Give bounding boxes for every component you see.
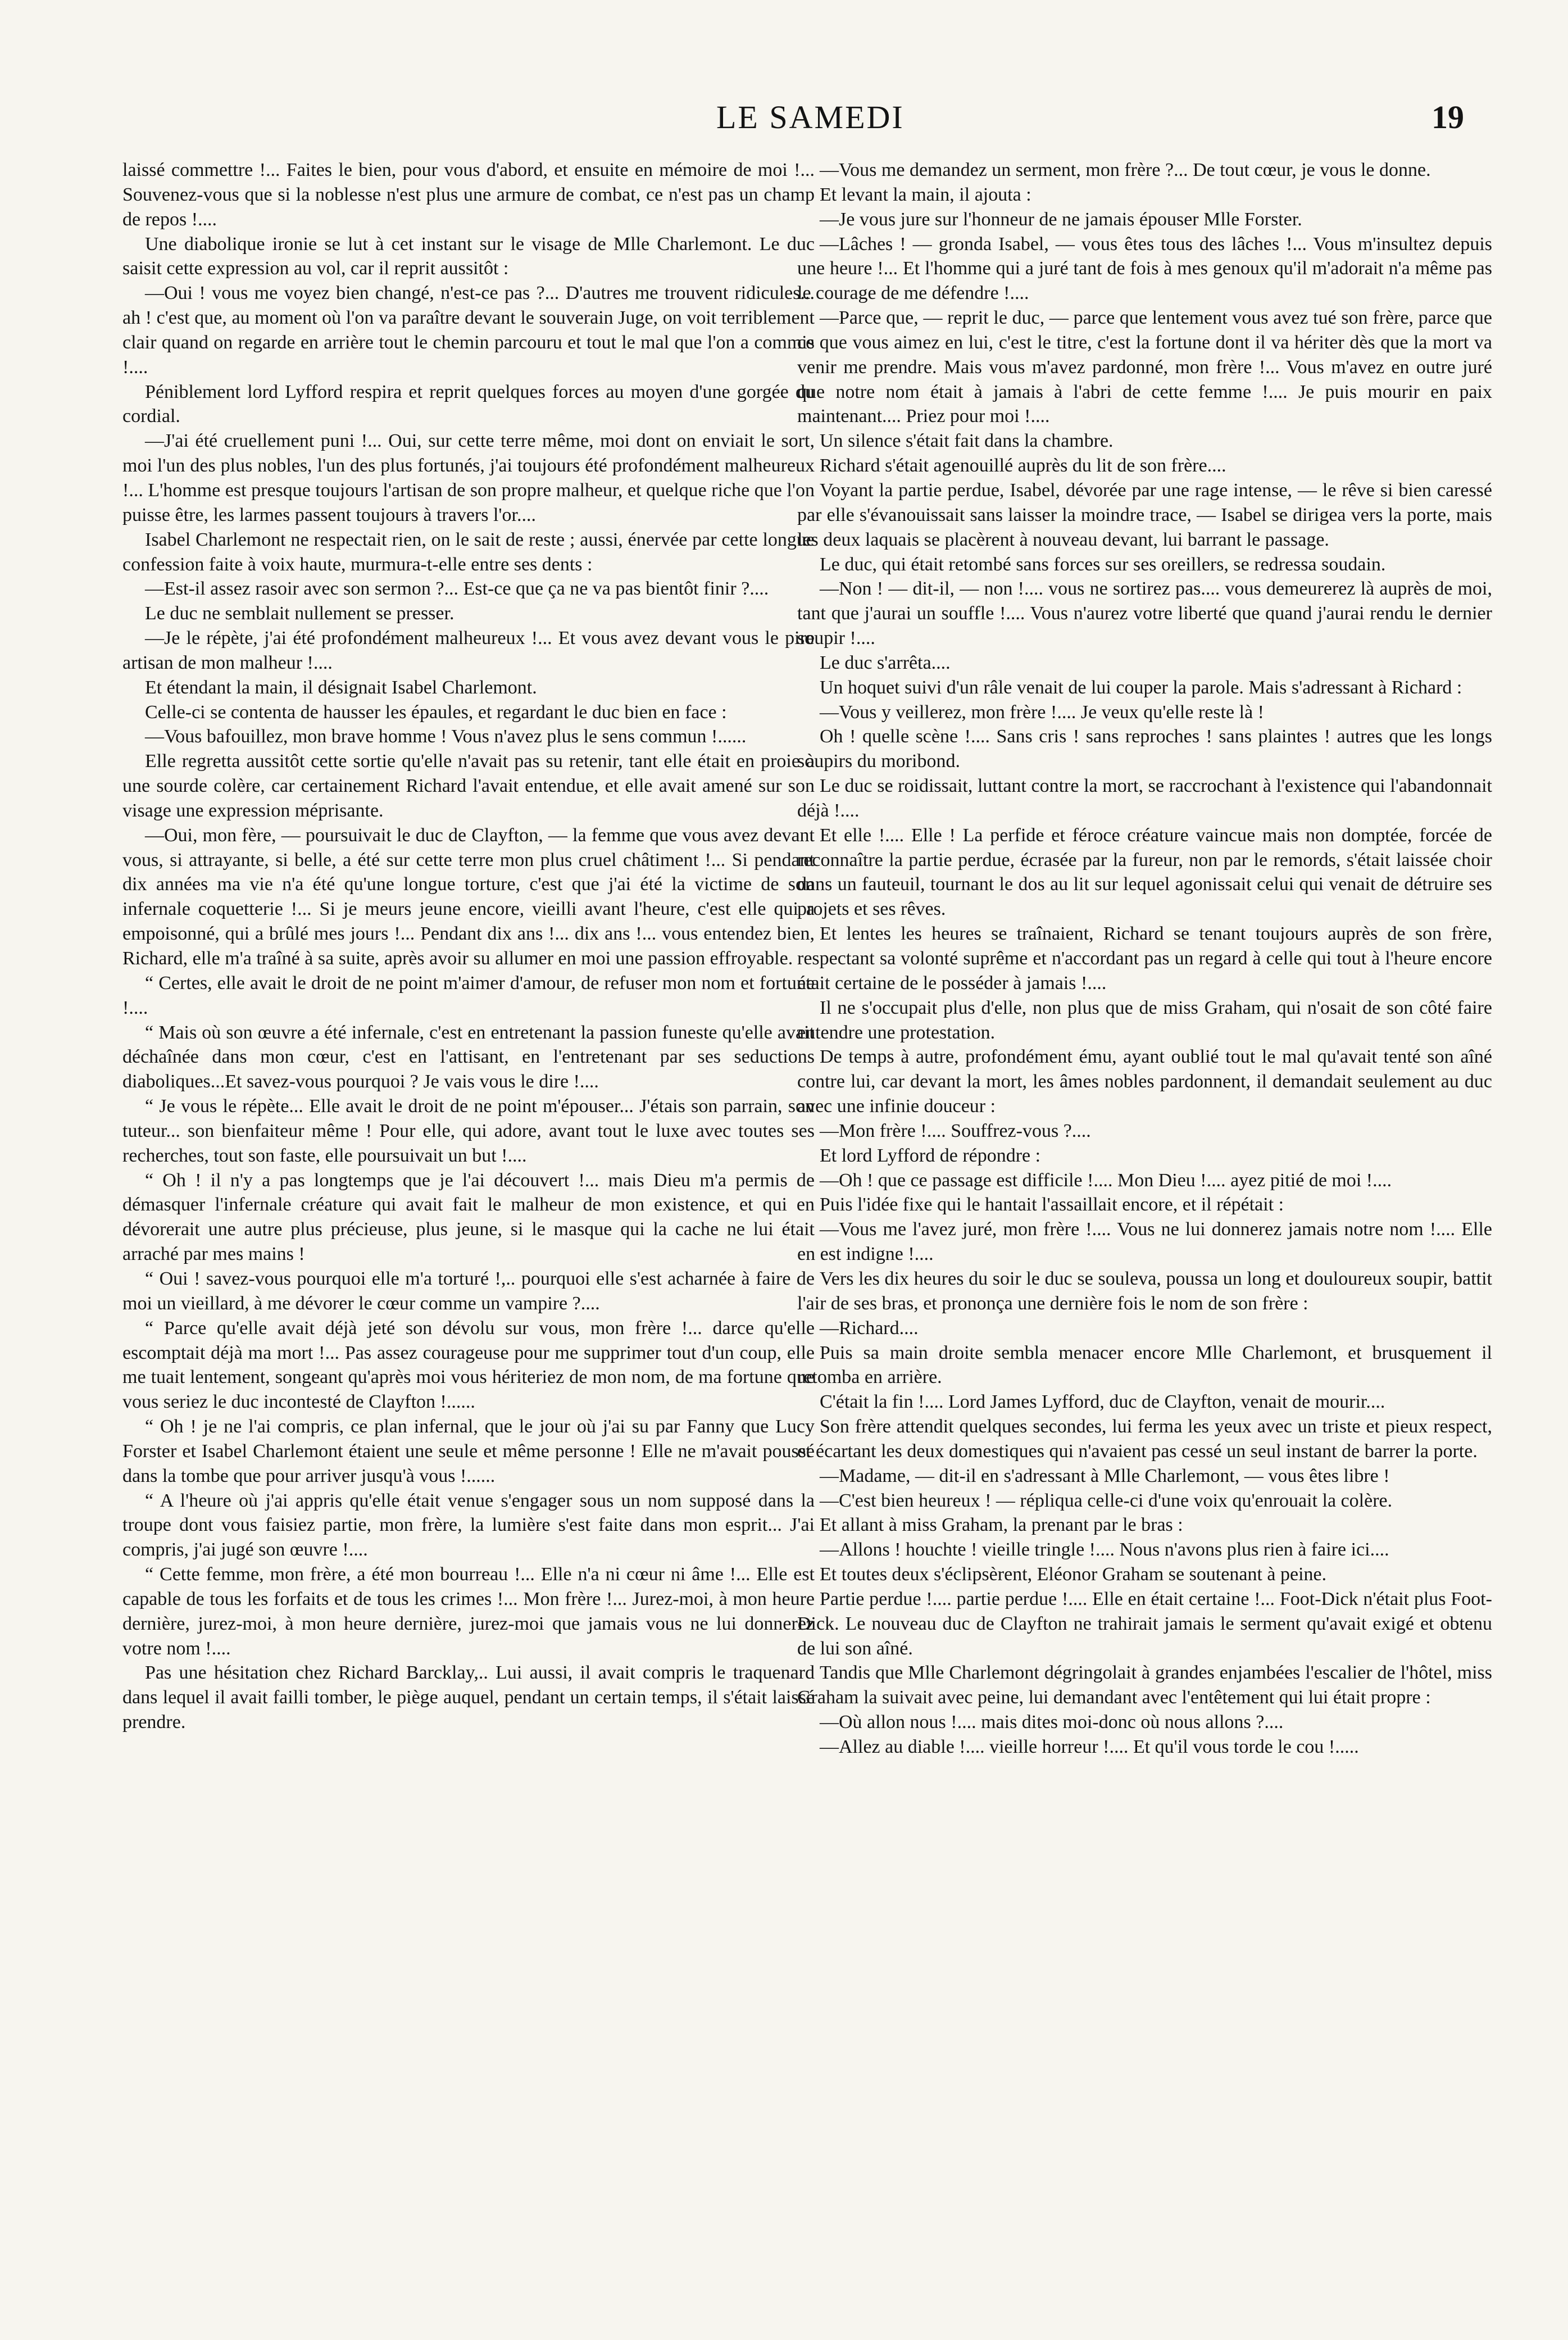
paragraph: —Est-il assez rasoir avec son sermon ?... Est-ce que ça ne va pas bientôt finir ?.... — [145, 578, 769, 600]
paragraph: Il ne s'occupait plus d'elle, non plus que de miss Graham, qui n'osait de son côté faire entendre une protestation. — [797, 997, 1492, 1043]
paragraph: Oh ! quelle scène !.... Sans cris ! sans reproches ! sans plaintes ! autres que les longs soupirs du moribond. — [797, 726, 1492, 772]
paragraph: —Madame, — dit-il en s'adressant à Mlle Charlemont, — vous êtes libre ! — [820, 1465, 1390, 1486]
paragraph: Et lentes les heures se traînaient, Richard se tenant toujours auprès de son frère, respectant sa volonté suprême et n'accordant pas un regard à celle qui tout à l'heure encore était certaine de le posséder à jamais !.... — [797, 923, 1492, 994]
paragraph: Le duc ne semblait nullement se presser. — [145, 603, 455, 624]
paragraph: Puis l'idée fixe qui le hantait l'assaillait encore, et il répétait : — [820, 1194, 1284, 1216]
paragraph: Un hoquet suivi d'un râle venait de lui couper la parole. Mais s'adressant à Richard : — [820, 677, 1462, 698]
paragraph: Et lord Lyfford de répondre : — [820, 1145, 1041, 1166]
paragraph: —Je vous jure sur l'honneur de ne jamais épouser Mlle Forster. — [820, 208, 1302, 230]
paragraph: —C'est bien heureux ! — répliqua celle-ci d'une voix qu'enrouait la colère. — [820, 1490, 1393, 1511]
paragraph: —Oui, mon fère, — poursuivait le duc de Clayfton, — la femme que vous avez devant vous, si attrayante, si belle, a été sur cette terre mon plus cruel châtiment !... Si pendant dix années ma vie n'a été qu'une longue torture, c'est que j'ai été la victime de son infernale coquetterie !... Si je meurs jeune encore, vieilli avant l'heure, c'est elle qui a empoisonné, qui a brûlé mes jours !... Pendant dix ans !... dix ans !... vous entendez bien, Richard, elle m'a traîné à sa suite, après avoir su allumer en moi une passion effroyable. — [122, 824, 815, 969]
paragraph: —J'ai été cruellement puni !... Oui, sur cette terre même, moi dont on enviait le sort, moi l'un des plus nobles, l'un des plus fortunés, j'ai toujours été profondément malheureux !... L'homme est presque toujours l'artisan de son propre malheur, et quelque riche que l'on puisse être, les larmes passent toujours à travers l'or.... — [122, 430, 815, 525]
paragraph: Tandis que Mlle Charlemont dégringolait à grandes enjambées l'escalier de l'hôtel, miss Graham la suivait avec peine, lui demandant avec l'entêtement qui lui était propre : — [797, 1662, 1492, 1708]
paragraph: —Où allon nous !.... mais dites moi-donc où nous allons ?.... — [820, 1712, 1284, 1733]
paragraph: —Vous bafouillez, mon brave homme ! Vous n'avez plus le sens commun !...... — [145, 726, 747, 747]
paragraph: —Je le répète, j'ai été profondément malheureux !... Et vous avez devant vous le pire artisan de mon malheur !.... — [122, 628, 815, 673]
paragraph: C'était la fin !.... Lord James Lyfford, duc de Clayfton, venait de mourir.... — [820, 1391, 1385, 1413]
paragraph: —Parce que, — reprit le duc, — parce que lentement vous avez tué son frère, parce que ce que vous aimez en lui, c'est le titre, c'est la fortune dont il va hériter dès que la mort va venir me prendre. Mais vous m'avez pardonné, mon frère !... Vous m'avez en outre juré que notre nom était à jamais à l'abri de cette femme !.... Je puis mourir en paix maintenant.... Priez pour moi !.... — [797, 307, 1492, 427]
paragraph: Vers les dix heures du soir le duc se souleva, poussa un long et douloureux soupir, battit l'air de ses bras, et prononça une dernière fois le nom de son frère : — [797, 1268, 1492, 1314]
paragraph: “ Certes, elle avait le droit de ne point m'aimer d'amour, de refuser mon nom et fortune !.... — [122, 972, 815, 1018]
paragraph: “ A l'heure où j'ai appris qu'elle était venue s'engager sous un nom supposé dans la troupe dont vous faisiez partie, mon frère, la lumière s'est faite dans mon esprit... J'ai compris, j'ai jugé son œuvre !.... — [122, 1490, 815, 1561]
page-header — [0, 98, 1568, 143]
paragraph: “ Cette femme, mon frère, a été mon bourreau !... Elle n'a ni cœur ni âme !... Elle est capable de tous les forfaits et de tous les crimes !... Mon frère !... Jurez-moi, à mon heure dernière, jurez-moi, à mon heure dernière, jurez-moi que jamais vous ne lui donnerez votre nom !.... — [122, 1564, 815, 1659]
paragraph: —Lâches ! — gronda Isabel, — vous êtes tous des lâches !... Vous m'insultez depuis une heure !... Et l'homme qui a juré tant de fois à mes genoux qu'il m'adorait n'a même pas le courage de me défendre !.... — [797, 233, 1492, 304]
paragraph: Son frère attendit quelques secondes, lui ferma les yeux avec un triste et pieux respect, et écartant les deux domestiques qui n'avaient pas cessé un seul instant de barrer la porte. — [797, 1416, 1492, 1462]
paragraph: —Allons ! houchte ! vieille tringle !.... Nous n'avons plus rien à faire ici.... — [820, 1539, 1389, 1561]
paragraph: Et étendant la main, il désignait Isabel Charlemont. — [145, 677, 537, 698]
paragraph: Et allant à miss Graham, la prenant par le bras : — [820, 1514, 1183, 1536]
paragraph: —Vous me l'avez juré, mon frère !.... Vous ne lui donnerez jamais notre nom !.... Elle en est indigne !.... — [797, 1219, 1492, 1265]
paragraph: De temps à autre, profondément ému, ayant oublié tout le mal qu'avait tenté son aîné contre lui, car devant la mort, les âmes nobles pardonnent, il demandait seulement au duc avec une infinie douceur : — [797, 1046, 1492, 1117]
paragraph: Le duc, qui était retombé sans forces sur ses oreillers, se redressa soudain. — [820, 554, 1386, 575]
text-column-left — [122, 158, 815, 1735]
paragraph: Péniblement lord Lyfford respira et reprit quelques forces au moyen d'une gorgée du cordial. — [122, 381, 815, 427]
paragraph: —Oui ! vous me voyez bien changé, n'est-ce pas ?... D'autres me trouvent ridicules... ah ! c'est que, au moment où l'on va paraître devant le souverain Juge, on voit terriblement clair quand on regarde en arrière tout le chemin parcouru et tout le mal que l'on a commis !.... — [122, 283, 815, 378]
paragraph: Celle-ci se contenta de hausser les épaules, et regardant le duc bien en face : — [145, 701, 727, 723]
paragraph: —Oh ! que ce passage est difficile !.... Mon Dieu !.... ayez pitié de moi !.... — [820, 1169, 1392, 1191]
paragraph: —Vous y veillerez, mon frère !.... Je veux qu'elle reste là ! — [820, 701, 1264, 723]
paragraph: “ Je vous le répète... Elle avait le droit de ne point m'épouser... J'étais son parrain, son tuteur... son bienfaiteur même ! Pour elle, qui adore, avant tout le luxe avec toutes ses recherches, tout son faste, elle poursuivait un but !.... — [122, 1096, 815, 1166]
paragraph: Pas une hésitation chez Richard Barcklay,.. Lui aussi, il avait compris le traquenard dans lequel il avait failli tomber, le piège auquel, pendant un certain temps, il s'était laissé prendre. — [122, 1662, 815, 1733]
paragraph: Un silence s'était fait dans la chambre. — [820, 430, 1113, 452]
paragraph: Isabel Charlemont ne respectait rien, on le sait de reste ; aussi, énervée par cette longue confession faite à voix haute, murmura-t-elle entre ses dents : — [122, 529, 815, 575]
paragraph: Voyant la partie perdue, Isabel, dévorée par une rage intense, — le rêve si bien caressé par elle s'évanouissait sans laisser la moindre trace, — Isabel se dirigea vers la porte, mais les deux laquais se placèrent à nouveau devant, lui barrant le passage. — [797, 479, 1492, 550]
paragraph: “ Oh ! je ne l'ai compris, ce plan infernal, que le jour où j'ai su par Fanny que Lucy Forster et Isabel Charlemont étaient une seule et même personne ! Elle ne m'avait poussé dans la tombe que pour arriver jusqu'à vous !...... — [122, 1416, 815, 1486]
paragraph: —Non ! — dit-il, — non !.... vous ne sortirez pas.... vous demeurerez là auprès de moi, tant que j'aurai un souffle !.... Vous n'aurez votre liberté que quand j'aurai rendu le dernier soupir !.... — [797, 578, 1492, 649]
paragraph: Et toutes deux s'éclipsèrent, Eléonor Graham se soutenant à peine. — [820, 1564, 1327, 1585]
paragraph: Partie perdue !.... partie perdue !.... Elle en était certaine !... Foot-Dick n'était plus Foot-Dick. Le nouveau duc de Clayfton ne trahirait jamais le serment qu'avait exigé et obtenu de lui son aîné. — [797, 1588, 1492, 1659]
paragraph: “ Oh ! il n'y a pas longtemps que je l'ai découvert !... mais Dieu m'a permis de démasquer l'infernale créature qui avait fait le malheur de mon existence, et qui en dévorerait une autre plus précieuse, plus jeune, si le masque qui la cache ne lui était arraché par mes mains ! — [122, 1169, 815, 1265]
journal-title: LE SAMEDI — [716, 99, 905, 135]
page-number: 19 — [1431, 99, 1464, 135]
paragraph: —Vous me demandez un serment, mon frère ?... De tout cœur, je vous le donne. — [820, 160, 1431, 180]
paragraph: —Mon frère !.... Souffrez-vous ?.... — [820, 1120, 1091, 1141]
paragraph: “ Mais où son œuvre a été infernale, c'est en entretenant la passion funeste qu'elle avait déchaînée dans mon cœur, c'est en l'attisant, en l'entretenant par ses seductions diaboliques...Et savez-vous pourquoi ? Je vais vous le dire !.... — [122, 1022, 815, 1092]
paragraph: Richard s'était agenouillé auprès du lit de son frère.... — [820, 455, 1226, 477]
paragraph: Et elle !.... Elle ! La perfide et féroce créature vaincue mais non domptée, forcée de reconnaître la partie perdue, écrasée par la fureur, non par le remords, s'était laissée choir dans un fauteuil, tournant le dos au lit sur lequel agonissait celui qui venait de détruire ses projets et ses rêves. — [797, 824, 1492, 920]
paragraph: Le duc se roidissait, luttant contre la mort, se raccrochant à l'existence qui l'abandonnait déjà !.... — [797, 776, 1492, 821]
paragraph: “ Oui ! savez-vous pourquoi elle m'a torturé !,.. pourquoi elle s'est acharnée à faire de moi un vieillard, à me dévorer le cœur comme un vampire ?.... — [122, 1268, 815, 1314]
paragraph: Le duc s'arrêta.... — [820, 652, 951, 673]
paragraph: —Allez au diable !.... vieille horreur !.... Et qu'il vous torde le cou !..... — [820, 1736, 1359, 1757]
paragraph: laissé commettre !... Faites le bien, pour vous d'abord, et ensuite en mémoire de moi !... Souvenez-vous que si la noblesse n'est plus une armure de combat, ce n'est pas un champ de repos !.... — [122, 160, 815, 230]
paragraph: Puis sa main droite sembla menacer encore Mlle Charlemont, et brusquement il retomba en arrière. — [797, 1342, 1492, 1388]
paragraph: Une diabolique ironie se lut à cet instant sur le visage de Mlle Charlemont. Le duc saisit cette expression au vol, car il reprit aussitôt : — [122, 233, 815, 279]
paragraph: Elle regretta aussitôt cette sortie qu'elle n'avait pas su retenir, tant elle était en proie à une sourde colère, car certainement Richard l'avait entendue, et elle avait amené sur son visage une expression méprisante. — [122, 751, 815, 821]
text-column-right — [797, 158, 1492, 1759]
paragraph: Et levant la main, il ajouta : — [820, 184, 1031, 205]
paragraph: —Richard.... — [820, 1317, 919, 1339]
paragraph: “ Parce qu'elle avait déjà jeté son dévolu sur vous, mon frère !... darce qu'elle escomptait déjà ma mort !... Pas assez courageuse pour me supprimer tout d'un coup, elle me tuait lentement, songeant qu'après moi vous hériteriez de mon nom, de ma fortune que vous seriez le duc incontesté de Clayfton !...... — [122, 1317, 815, 1413]
